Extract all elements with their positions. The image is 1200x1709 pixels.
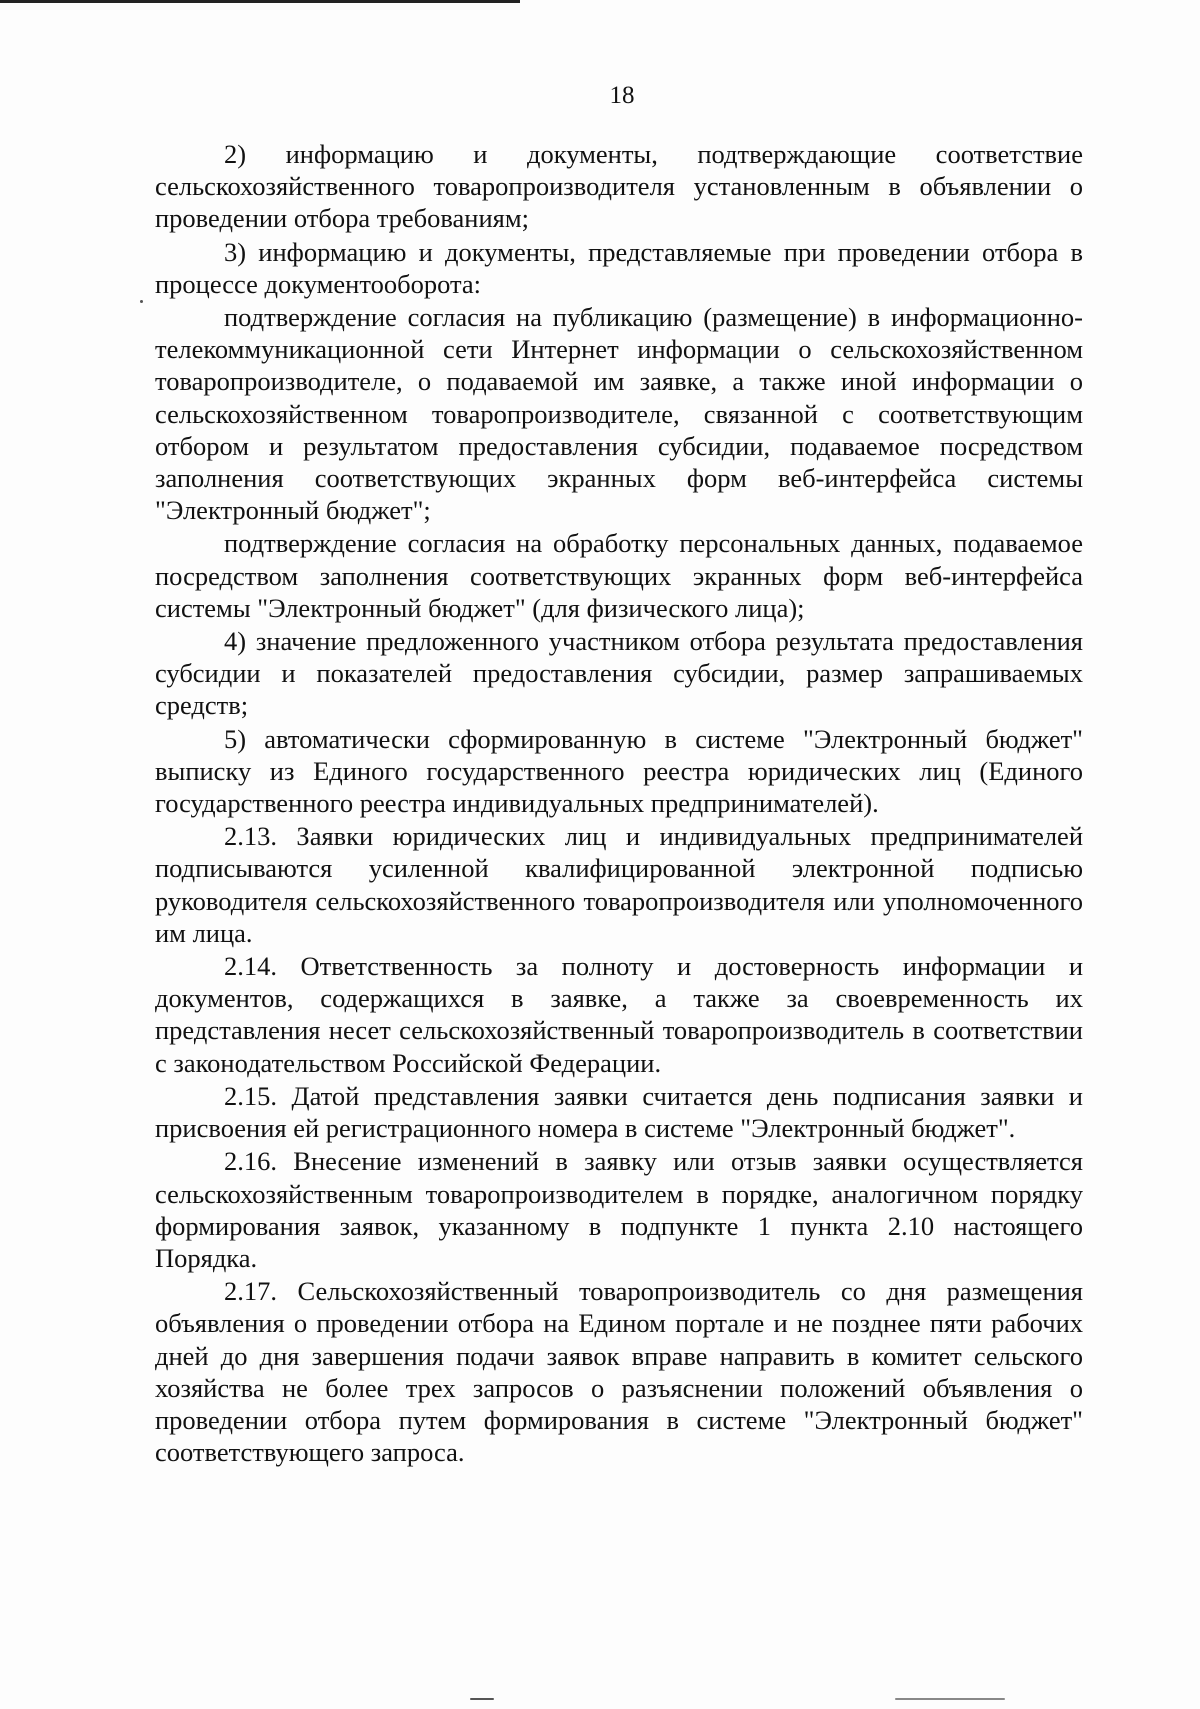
paragraph-item-2: 2) информацию и документы, подтверждающие соответствие сельскохозяйственного товаропроизводителя установленным в объявлении о проведении отбора требованиям; <box>155 139 1083 234</box>
paragraph-2-13: 2.13. Заявки юридических лиц и индивидуальных предпринимателей подписываются усиленной квалифицированной электронной подписью руководителя сельскохозяйственного товаропроизводителя или уполномоченного им лица. <box>155 821 1083 948</box>
paragraph-item-5: 5) автоматически сформированную в системе "Электронный бюджет" выписку из Единого государственного реестра юридических лиц (Единого государственного реестра индивидуальных предпринимателей). <box>155 723 1083 819</box>
paragraph-2-14: 2.14. Ответственность за полноту и достоверность информации и документов, содержащихся в заявке, а также за своевременность их представления несет сельскохозяйственный товаропроизводитель в соответствии с законодательством Российской Федерации. <box>155 951 1083 1078</box>
paragraph-item-3: 3) информацию и документы, представляемые при проведении отбора в процессе документооборота: <box>155 236 1083 299</box>
scan-artifact <box>895 1698 1005 1700</box>
paragraph-2-17: 2.17. Сельскохозяйственный товаропроизводитель со дня размещения объявления о проведении отбора на Едином портале и не позднее пяти рабочих дней до дня завершения подачи заявок вправе направить в комитет сельского хозяйства не более трех запросов о разъяснении положений объявления о проведении отбора путем формирования в системе "Электронный бюджет" соответствующего запроса. <box>155 1276 1083 1468</box>
paragraph-item-4: 4) значение предложенного участником отбора результата предоставления субсидии и показателей предоставления субсидии, размер запрашиваемых средств; <box>155 626 1083 721</box>
paragraph-2-16: 2.16. Внесение изменений в заявку или отзыв заявки осуществляется сельскохозяйственным товаропроизводителем в порядке, аналогичном порядку формирования заявок, указанному в подпункте 1 пункта 2.10 настоящего Порядка. <box>155 1146 1083 1273</box>
paragraph-2-15: 2.15. Датой представления заявки считается день подписания заявки и присвоения ей регистрационного номера в системе "Электронный бюджет". <box>155 1080 1083 1144</box>
paragraph-consent-personal-data: подтверждение согласия на обработку персональных данных, подаваемое посредством заполнения соответствующих экранных форм веб-интерфейса системы "Электронный бюджет" (для физического лица); <box>155 528 1083 623</box>
scan-artifact <box>470 1698 494 1700</box>
document-body <box>155 138 1083 1469</box>
scan-artifact <box>140 300 143 303</box>
paragraph-consent-publication: подтверждение согласия на публикацию (размещение) в информационно-телекоммуникационной сети Интернет информации о сельскохозяйственном товаропроизводителе, о подаваемой им заявке, а также иной информации о сельскохозяйственном товаропроизводителе, связанной с соответствующим отбором и результатом предоставления субсидии, подаваемое посредством заполнения соответствующих экранных форм веб-интерфейса системы "Электронный бюджет"; <box>155 302 1083 526</box>
page-number: 18 <box>609 82 635 109</box>
scan-top-edge <box>0 0 520 3</box>
